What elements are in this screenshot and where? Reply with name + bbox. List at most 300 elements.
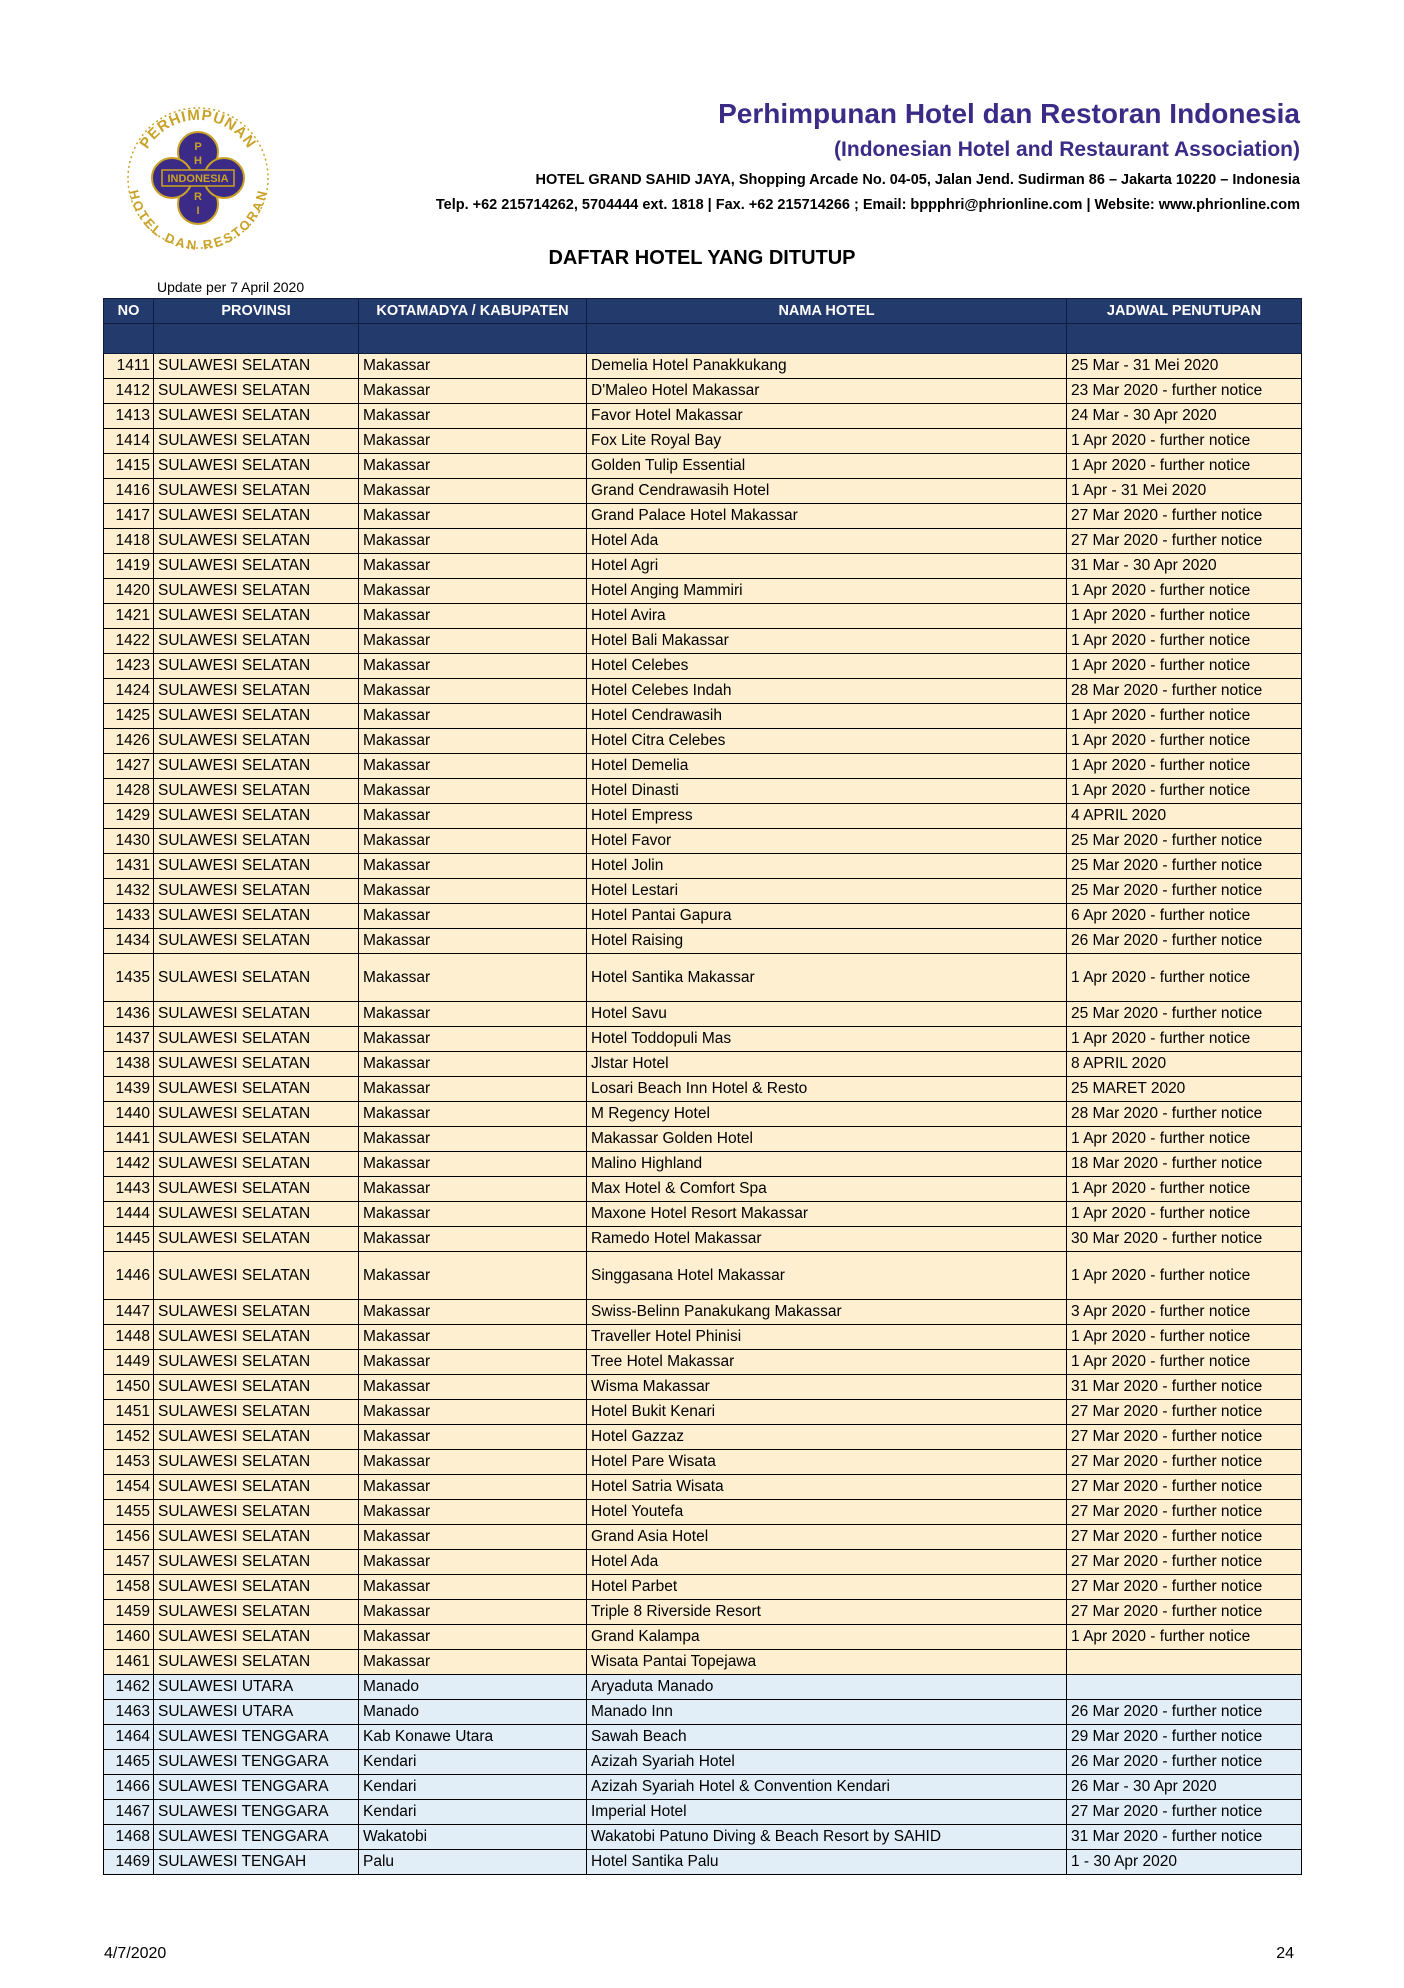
- col-no: NO: [104, 299, 154, 324]
- row-jadwal: 1 Apr 2020 - further notice: [1067, 1350, 1302, 1375]
- row-nama-hotel: Hotel Raising: [587, 929, 1067, 954]
- row-provinsi: SULAWESI SELATAN: [154, 1177, 359, 1202]
- update-date: Update per 7 April 2020: [157, 279, 305, 295]
- row-no: 1424: [104, 679, 154, 704]
- row-jadwal: 27 Mar 2020 - further notice: [1067, 1800, 1302, 1825]
- row-provinsi: SULAWESI SELATAN: [154, 1252, 359, 1300]
- row-provinsi: SULAWESI TENGGARA: [154, 1825, 359, 1850]
- table-row: [104, 504, 1302, 529]
- row-no: 1435: [104, 954, 154, 1002]
- table-row: [104, 1575, 1302, 1600]
- row-nama-hotel: Hotel Avira: [587, 604, 1067, 629]
- row-jadwal: 1 Apr 2020 - further notice: [1067, 1127, 1302, 1152]
- table-row: [104, 729, 1302, 754]
- row-kotamadya: Wakatobi: [359, 1825, 587, 1850]
- row-provinsi: SULAWESI SELATAN: [154, 1550, 359, 1575]
- table-row: [104, 1775, 1302, 1800]
- row-no: 1468: [104, 1825, 154, 1850]
- row-no: 1459: [104, 1600, 154, 1625]
- table-row: [104, 1375, 1302, 1400]
- row-provinsi: SULAWESI UTARA: [154, 1675, 359, 1700]
- row-provinsi: SULAWESI SELATAN: [154, 1152, 359, 1177]
- row-provinsi: SULAWESI TENGGARA: [154, 1750, 359, 1775]
- table-row: [104, 704, 1302, 729]
- row-jadwal: 1 Apr 2020 - further notice: [1067, 429, 1302, 454]
- logo-center-text: INDONESIA: [167, 173, 229, 185]
- row-jadwal: 1 Apr 2020 - further notice: [1067, 654, 1302, 679]
- table-row: [104, 529, 1302, 554]
- row-kotamadya: Makassar: [359, 354, 587, 379]
- row-kotamadya: Makassar: [359, 1102, 587, 1127]
- row-kotamadya: Makassar: [359, 929, 587, 954]
- row-no: 1455: [104, 1500, 154, 1525]
- org-address: HOTEL GRAND SAHID JAYA, Shopping Arcade No. 04-05, Jalan Jend. Sudirman 86 – Jakarta 10220 – Indonesia: [535, 172, 1300, 188]
- table-row: [104, 1202, 1302, 1227]
- row-kotamadya: Makassar: [359, 1450, 587, 1475]
- row-provinsi: SULAWESI SELATAN: [154, 829, 359, 854]
- row-kotamadya: Makassar: [359, 1227, 587, 1252]
- row-provinsi: SULAWESI SELATAN: [154, 1052, 359, 1077]
- row-nama-hotel: Wisma Makassar: [587, 1375, 1067, 1400]
- row-jadwal: 1 Apr 2020 - further notice: [1067, 754, 1302, 779]
- row-no: 1423: [104, 654, 154, 679]
- row-kotamadya: Makassar: [359, 379, 587, 404]
- row-no: 1414: [104, 429, 154, 454]
- row-no: 1416: [104, 479, 154, 504]
- table-row: [104, 429, 1302, 454]
- row-kotamadya: Makassar: [359, 779, 587, 804]
- row-nama-hotel: Sawah Beach: [587, 1725, 1067, 1750]
- table-row: [104, 1825, 1302, 1850]
- row-no: 1436: [104, 1002, 154, 1027]
- row-no: 1458: [104, 1575, 154, 1600]
- col-provinsi: PROVINSI: [154, 299, 359, 324]
- row-no: 1415: [104, 454, 154, 479]
- row-nama-hotel: M Regency Hotel: [587, 1102, 1067, 1127]
- row-kotamadya: Makassar: [359, 579, 587, 604]
- row-kotamadya: Makassar: [359, 1077, 587, 1102]
- row-kotamadya: Makassar: [359, 1152, 587, 1177]
- row-provinsi: SULAWESI SELATAN: [154, 1002, 359, 1027]
- row-nama-hotel: Hotel Parbet: [587, 1575, 1067, 1600]
- row-provinsi: SULAWESI SELATAN: [154, 1575, 359, 1600]
- row-kotamadya: Makassar: [359, 1575, 587, 1600]
- row-no: 1447: [104, 1300, 154, 1325]
- row-nama-hotel: Manado Inn: [587, 1700, 1067, 1725]
- row-kotamadya: Makassar: [359, 654, 587, 679]
- row-no: 1469: [104, 1850, 154, 1875]
- row-no: 1412: [104, 379, 154, 404]
- table-row: [104, 1525, 1302, 1550]
- row-kotamadya: Makassar: [359, 704, 587, 729]
- row-no: 1446: [104, 1252, 154, 1300]
- row-kotamadya: Makassar: [359, 804, 587, 829]
- row-kotamadya: Makassar: [359, 854, 587, 879]
- row-nama-hotel: Hotel Citra Celebes: [587, 729, 1067, 754]
- row-jadwal: 25 Mar 2020 - further notice: [1067, 829, 1302, 854]
- row-jadwal: 26 Mar 2020 - further notice: [1067, 929, 1302, 954]
- row-nama-hotel: Hotel Santika Palu: [587, 1850, 1067, 1875]
- row-no: 1464: [104, 1725, 154, 1750]
- table-row: [104, 629, 1302, 654]
- row-no: 1426: [104, 729, 154, 754]
- row-no: 1427: [104, 754, 154, 779]
- table-row: [104, 929, 1302, 954]
- table-row: [104, 879, 1302, 904]
- row-kotamadya: Makassar: [359, 1325, 587, 1350]
- row-provinsi: SULAWESI SELATAN: [154, 354, 359, 379]
- row-no: 1460: [104, 1625, 154, 1650]
- logo-text-bottom: HOTEL DAN RESTORAN: [126, 188, 270, 250]
- row-nama-hotel: Hotel Favor: [587, 829, 1067, 854]
- table-row: [104, 804, 1302, 829]
- row-no: 1451: [104, 1400, 154, 1425]
- row-provinsi: SULAWESI SELATAN: [154, 554, 359, 579]
- table-row: [104, 1625, 1302, 1650]
- svg-text:P: P: [194, 141, 202, 153]
- row-nama-hotel: Grand Palace Hotel Makassar: [587, 504, 1067, 529]
- row-nama-hotel: Hotel Toddopuli Mas: [587, 1027, 1067, 1052]
- table-header-row: [104, 299, 1302, 324]
- row-nama-hotel: Hotel Celebes Indah: [587, 679, 1067, 704]
- row-jadwal: 25 MARET 2020: [1067, 1077, 1302, 1102]
- row-jadwal: 1 Apr 2020 - further notice: [1067, 704, 1302, 729]
- row-nama-hotel: D'Maleo Hotel Makassar: [587, 379, 1067, 404]
- table-row: [104, 1127, 1302, 1152]
- row-provinsi: SULAWESI SELATAN: [154, 1300, 359, 1325]
- row-nama-hotel: Hotel Anging Mammiri: [587, 579, 1067, 604]
- row-jadwal: 31 Mar 2020 - further notice: [1067, 1375, 1302, 1400]
- row-kotamadya: Kendari: [359, 1775, 587, 1800]
- row-jadwal: 25 Mar 2020 - further notice: [1067, 854, 1302, 879]
- table-row: [104, 1500, 1302, 1525]
- table-row: [104, 1027, 1302, 1052]
- row-kotamadya: Makassar: [359, 1525, 587, 1550]
- row-jadwal: 26 Mar 2020 - further notice: [1067, 1700, 1302, 1725]
- table-row: [104, 1350, 1302, 1375]
- row-no: 1445: [104, 1227, 154, 1252]
- row-provinsi: SULAWESI TENGAH: [154, 1850, 359, 1875]
- row-no: 1465: [104, 1750, 154, 1775]
- table-row: [104, 379, 1302, 404]
- row-provinsi: SULAWESI SELATAN: [154, 379, 359, 404]
- row-no: 1454: [104, 1475, 154, 1500]
- row-no: 1461: [104, 1650, 154, 1675]
- row-provinsi: SULAWESI SELATAN: [154, 804, 359, 829]
- row-kotamadya: Makassar: [359, 1002, 587, 1027]
- row-nama-hotel: Wakatobi Patuno Diving & Beach Resort by SAHID: [587, 1825, 1067, 1850]
- row-nama-hotel: Hotel Bali Makassar: [587, 629, 1067, 654]
- table-row: [104, 1300, 1302, 1325]
- row-nama-hotel: Hotel Satria Wisata: [587, 1475, 1067, 1500]
- row-jadwal: 1 Apr 2020 - further notice: [1067, 954, 1302, 1002]
- table-row: [104, 654, 1302, 679]
- row-kotamadya: Makassar: [359, 629, 587, 654]
- table-row: [104, 454, 1302, 479]
- row-kotamadya: Makassar: [359, 1375, 587, 1400]
- table-row: [104, 1102, 1302, 1127]
- row-kotamadya: Makassar: [359, 1252, 587, 1300]
- row-nama-hotel: Ramedo Hotel Makassar: [587, 1227, 1067, 1252]
- row-jadwal: 23 Mar 2020 - further notice: [1067, 379, 1302, 404]
- row-jadwal: 1 Apr 2020 - further notice: [1067, 1027, 1302, 1052]
- row-provinsi: SULAWESI SELATAN: [154, 754, 359, 779]
- row-nama-hotel: Fox Lite Royal Bay: [587, 429, 1067, 454]
- row-no: 1428: [104, 779, 154, 804]
- row-no: 1421: [104, 604, 154, 629]
- table-row: [104, 1850, 1302, 1875]
- svg-text:H: H: [194, 155, 202, 167]
- row-no: 1467: [104, 1800, 154, 1825]
- row-provinsi: SULAWESI SELATAN: [154, 1027, 359, 1052]
- row-jadwal: 18 Mar 2020 - further notice: [1067, 1152, 1302, 1177]
- row-nama-hotel: Imperial Hotel: [587, 1800, 1067, 1825]
- row-jadwal: 6 Apr 2020 - further notice: [1067, 904, 1302, 929]
- row-nama-hotel: Maxone Hotel Resort Makassar: [587, 1202, 1067, 1227]
- table-row: [104, 1425, 1302, 1450]
- row-provinsi: SULAWESI SELATAN: [154, 504, 359, 529]
- row-provinsi: SULAWESI SELATAN: [154, 679, 359, 704]
- row-jadwal: 1 Apr 2020 - further notice: [1067, 1625, 1302, 1650]
- table-row: [104, 1252, 1302, 1300]
- row-nama-hotel: Jlstar Hotel: [587, 1052, 1067, 1077]
- row-kotamadya: Kab Konawe Utara: [359, 1725, 587, 1750]
- org-name-english: (Indonesian Hotel and Restaurant Association): [834, 138, 1300, 161]
- row-nama-hotel: Azizah Syariah Hotel: [587, 1750, 1067, 1775]
- row-kotamadya: Makassar: [359, 529, 587, 554]
- row-no: 1422: [104, 629, 154, 654]
- row-jadwal: 27 Mar 2020 - further notice: [1067, 1550, 1302, 1575]
- row-nama-hotel: Swiss-Belinn Panakukang Makassar: [587, 1300, 1067, 1325]
- table-row: [104, 1550, 1302, 1575]
- row-jadwal: 25 Mar 2020 - further notice: [1067, 1002, 1302, 1027]
- row-provinsi: SULAWESI SELATAN: [154, 1375, 359, 1400]
- row-provinsi: SULAWESI SELATAN: [154, 1227, 359, 1252]
- row-kotamadya: Kendari: [359, 1800, 587, 1825]
- row-provinsi: SULAWESI SELATAN: [154, 1127, 359, 1152]
- row-nama-hotel: Hotel Ada: [587, 1550, 1067, 1575]
- row-no: 1456: [104, 1525, 154, 1550]
- row-nama-hotel: Hotel Jolin: [587, 854, 1067, 879]
- row-nama-hotel: Singgasana Hotel Makassar: [587, 1252, 1067, 1300]
- row-provinsi: SULAWESI SELATAN: [154, 1350, 359, 1375]
- row-no: 1432: [104, 879, 154, 904]
- table-row: [104, 1700, 1302, 1725]
- footer-date: 4/7/2020: [104, 1945, 167, 1962]
- table-row: [104, 1725, 1302, 1750]
- table-row: [104, 1152, 1302, 1177]
- row-no: 1434: [104, 929, 154, 954]
- row-provinsi: SULAWESI SELATAN: [154, 879, 359, 904]
- row-nama-hotel: Losari Beach Inn Hotel & Resto: [587, 1077, 1067, 1102]
- row-kotamadya: Makassar: [359, 1052, 587, 1077]
- row-kotamadya: Manado: [359, 1675, 587, 1700]
- row-provinsi: SULAWESI SELATAN: [154, 1475, 359, 1500]
- row-jadwal: 26 Mar - 30 Apr 2020: [1067, 1775, 1302, 1800]
- row-jadwal: 1 Apr 2020 - further notice: [1067, 1252, 1302, 1300]
- table-row: [104, 1400, 1302, 1425]
- row-no: 1413: [104, 404, 154, 429]
- row-no: 1449: [104, 1350, 154, 1375]
- row-kotamadya: Makassar: [359, 1475, 587, 1500]
- row-provinsi: SULAWESI SELATAN: [154, 1102, 359, 1127]
- row-no: 1466: [104, 1775, 154, 1800]
- table-row: [104, 754, 1302, 779]
- row-provinsi: SULAWESI SELATAN: [154, 454, 359, 479]
- row-nama-hotel: Demelia Hotel Panakkukang: [587, 354, 1067, 379]
- row-provinsi: SULAWESI SELATAN: [154, 729, 359, 754]
- row-jadwal: 1 Apr 2020 - further notice: [1067, 779, 1302, 804]
- row-jadwal: 31 Mar - 30 Apr 2020: [1067, 554, 1302, 579]
- row-kotamadya: Makassar: [359, 679, 587, 704]
- row-provinsi: SULAWESI TENGGARA: [154, 1725, 359, 1750]
- table-row: [104, 1800, 1302, 1825]
- row-kotamadya: Makassar: [359, 1350, 587, 1375]
- row-jadwal: 25 Mar - 31 Mei 2020: [1067, 354, 1302, 379]
- row-provinsi: SULAWESI TENGGARA: [154, 1775, 359, 1800]
- table-row: [104, 829, 1302, 854]
- row-kotamadya: Makassar: [359, 554, 587, 579]
- phri-logo: [118, 100, 278, 250]
- row-no: 1438: [104, 1052, 154, 1077]
- row-no: 1430: [104, 829, 154, 854]
- row-provinsi: SULAWESI SELATAN: [154, 904, 359, 929]
- row-nama-hotel: Grand Asia Hotel: [587, 1525, 1067, 1550]
- row-kotamadya: Makassar: [359, 954, 587, 1002]
- row-kotamadya: Makassar: [359, 479, 587, 504]
- row-kotamadya: Manado: [359, 1700, 587, 1725]
- row-provinsi: SULAWESI SELATAN: [154, 654, 359, 679]
- row-nama-hotel: Hotel Celebes: [587, 654, 1067, 679]
- row-no: 1441: [104, 1127, 154, 1152]
- row-kotamadya: Makassar: [359, 1500, 587, 1525]
- row-kotamadya: Makassar: [359, 1550, 587, 1575]
- row-nama-hotel: Hotel Cendrawasih: [587, 704, 1067, 729]
- row-no: 1439: [104, 1077, 154, 1102]
- row-kotamadya: Makassar: [359, 1127, 587, 1152]
- row-jadwal: 27 Mar 2020 - further notice: [1067, 1475, 1302, 1500]
- row-provinsi: SULAWESI SELATAN: [154, 854, 359, 879]
- table-row: [104, 1475, 1302, 1500]
- row-jadwal: 1 Apr 2020 - further notice: [1067, 629, 1302, 654]
- row-kotamadya: Makassar: [359, 1202, 587, 1227]
- row-jadwal: 1 Apr 2020 - further notice: [1067, 1202, 1302, 1227]
- row-no: 1462: [104, 1675, 154, 1700]
- row-jadwal: 27 Mar 2020 - further notice: [1067, 529, 1302, 554]
- row-kotamadya: Makassar: [359, 604, 587, 629]
- row-nama-hotel: Wisata Pantai Topejawa: [587, 1650, 1067, 1675]
- row-provinsi: SULAWESI SELATAN: [154, 1500, 359, 1525]
- table-row: [104, 604, 1302, 629]
- row-jadwal: 1 Apr 2020 - further notice: [1067, 579, 1302, 604]
- row-provinsi: SULAWESI TENGGARA: [154, 1800, 359, 1825]
- row-jadwal: 27 Mar 2020 - further notice: [1067, 1575, 1302, 1600]
- table-row: [104, 779, 1302, 804]
- org-contact: Telp. +62 215714262, 5704444 ext. 1818 | Fax. +62 215714266 ; Email: bppphri@phrionline.com | Website: www.phrionline.com: [435, 197, 1300, 213]
- row-nama-hotel: Azizah Syariah Hotel & Convention Kendari: [587, 1775, 1067, 1800]
- row-provinsi: SULAWESI SELATAN: [154, 1650, 359, 1675]
- row-provinsi: SULAWESI UTARA: [154, 1700, 359, 1725]
- row-jadwal: 1 Apr - 31 Mei 2020: [1067, 479, 1302, 504]
- row-nama-hotel: Max Hotel & Comfort Spa: [587, 1177, 1067, 1202]
- row-kotamadya: Makassar: [359, 1625, 587, 1650]
- row-nama-hotel: Grand Cendrawasih Hotel: [587, 479, 1067, 504]
- row-provinsi: SULAWESI SELATAN: [154, 1600, 359, 1625]
- row-nama-hotel: Hotel Pare Wisata: [587, 1450, 1067, 1475]
- row-nama-hotel: Makassar Golden Hotel: [587, 1127, 1067, 1152]
- row-kotamadya: Makassar: [359, 879, 587, 904]
- row-provinsi: SULAWESI SELATAN: [154, 1400, 359, 1425]
- row-no: 1463: [104, 1700, 154, 1725]
- row-nama-hotel: Aryaduta Manado: [587, 1675, 1067, 1700]
- row-jadwal: 29 Mar 2020 - further notice: [1067, 1725, 1302, 1750]
- row-jadwal: 30 Mar 2020 - further notice: [1067, 1227, 1302, 1252]
- row-nama-hotel: Hotel Lestari: [587, 879, 1067, 904]
- row-nama-hotel: Hotel Pantai Gapura: [587, 904, 1067, 929]
- row-provinsi: SULAWESI SELATAN: [154, 479, 359, 504]
- row-no: 1442: [104, 1152, 154, 1177]
- row-kotamadya: Makassar: [359, 404, 587, 429]
- table-row: [104, 1052, 1302, 1077]
- row-jadwal: 27 Mar 2020 - further notice: [1067, 1450, 1302, 1475]
- col-kotamadya: KOTAMADYA / KABUPATEN: [359, 299, 587, 324]
- row-jadwal: 24 Mar - 30 Apr 2020: [1067, 404, 1302, 429]
- row-jadwal: 27 Mar 2020 - further notice: [1067, 1425, 1302, 1450]
- table-row: [104, 1002, 1302, 1027]
- table-row: [104, 1675, 1302, 1700]
- row-nama-hotel: Hotel Dinasti: [587, 779, 1067, 804]
- table-row: [104, 854, 1302, 879]
- logo-text-top: PERHIMPUNAN: [136, 106, 260, 152]
- row-jadwal: 1 Apr 2020 - further notice: [1067, 454, 1302, 479]
- row-no: 1433: [104, 904, 154, 929]
- row-no: 1440: [104, 1102, 154, 1127]
- row-jadwal: 8 APRIL 2020: [1067, 1052, 1302, 1077]
- table-row: [104, 1325, 1302, 1350]
- row-nama-hotel: Triple 8 Riverside Resort: [587, 1600, 1067, 1625]
- row-jadwal: 1 Apr 2020 - further notice: [1067, 1177, 1302, 1202]
- header-spacer-row: [104, 324, 1302, 354]
- row-jadwal: 1 Apr 2020 - further notice: [1067, 604, 1302, 629]
- org-name: Perhimpunan Hotel dan Restoran Indonesia: [718, 98, 1300, 129]
- row-jadwal: 27 Mar 2020 - further notice: [1067, 1400, 1302, 1425]
- row-no: 1429: [104, 804, 154, 829]
- row-provinsi: SULAWESI SELATAN: [154, 1450, 359, 1475]
- row-nama-hotel: Grand Kalampa: [587, 1625, 1067, 1650]
- row-no: 1443: [104, 1177, 154, 1202]
- row-provinsi: SULAWESI SELATAN: [154, 1077, 359, 1102]
- table-row: [104, 479, 1302, 504]
- row-provinsi: SULAWESI SELATAN: [154, 779, 359, 804]
- row-nama-hotel: Hotel Ada: [587, 529, 1067, 554]
- row-provinsi: SULAWESI SELATAN: [154, 529, 359, 554]
- col-jadwal: JADWAL PENUTUPAN: [1067, 299, 1302, 324]
- row-nama-hotel: Tree Hotel Makassar: [587, 1350, 1067, 1375]
- row-provinsi: SULAWESI SELATAN: [154, 1325, 359, 1350]
- row-kotamadya: Makassar: [359, 1027, 587, 1052]
- row-kotamadya: Makassar: [359, 1300, 587, 1325]
- row-provinsi: SULAWESI SELATAN: [154, 604, 359, 629]
- row-no: 1457: [104, 1550, 154, 1575]
- row-jadwal: [1067, 1675, 1302, 1700]
- table-row: [104, 954, 1302, 1002]
- row-provinsi: SULAWESI SELATAN: [154, 1525, 359, 1550]
- table-row: [104, 1600, 1302, 1625]
- row-kotamadya: Makassar: [359, 1425, 587, 1450]
- row-kotamadya: Makassar: [359, 1650, 587, 1675]
- table-row: [104, 1077, 1302, 1102]
- col-nama-hotel: NAMA HOTEL: [587, 299, 1067, 324]
